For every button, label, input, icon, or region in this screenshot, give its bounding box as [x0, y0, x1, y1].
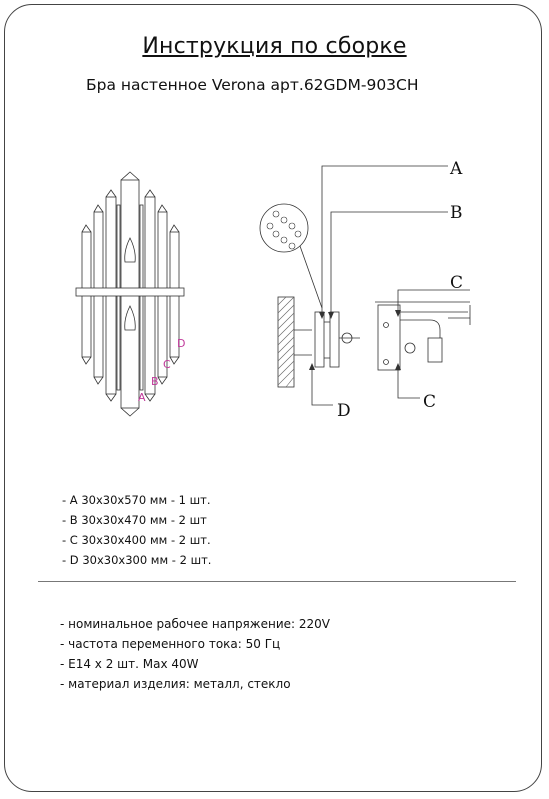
front-label-b: B — [151, 375, 159, 388]
spec-material: - материал изделия: металл, стекло — [60, 677, 291, 691]
part-item-a: - A 30x30x570 мм - 1 шт. — [62, 493, 211, 507]
front-label-c: C — [163, 358, 171, 371]
side-view — [260, 166, 470, 405]
wall-plate — [315, 312, 324, 367]
part-item-c: - C 30x30x400 мм - 2 шт. — [62, 533, 211, 547]
side-label-c-bottom: C — [423, 392, 437, 412]
mounting-bar — [76, 288, 184, 296]
section-divider — [38, 581, 516, 582]
product-subtitle: Бра настенное Verona арт.62GDM-903CH — [86, 76, 419, 94]
specs-list — [60, 614, 330, 694]
lamp-holder — [378, 305, 400, 370]
spec-voltage: - номинальное рабочее напряжение: 220V — [60, 617, 330, 631]
detail-magnifier — [260, 204, 308, 252]
front-label-d: D — [177, 337, 186, 350]
side-label-d: D — [337, 401, 351, 421]
side-label-c-top: C — [450, 273, 464, 293]
front-view — [76, 172, 184, 416]
part-item-d: - D 30x30x300 мм - 2 шт. — [62, 553, 212, 567]
side-label-a: A — [450, 159, 463, 179]
spec-frequency: - частота переменного тока: 50 Гц — [60, 637, 281, 651]
leader-c-top — [398, 290, 470, 310]
crystal-rod-inner-left — [117, 205, 120, 390]
rotate-arrow-icon — [405, 343, 415, 353]
leader-b — [331, 212, 448, 312]
leader-d — [312, 370, 333, 405]
parts-list — [62, 490, 211, 570]
part-item-b: - B 30x30x470 мм - 2 шт — [62, 513, 207, 527]
side-label-b: B — [450, 203, 463, 223]
front-label-a: A — [138, 391, 146, 404]
spec-bulbs: - E14 x 2 шт. Max 40W — [60, 657, 199, 671]
crystal-rod-inner-right — [140, 205, 143, 390]
leader-c-bottom — [398, 370, 420, 398]
page-title: Инструкция по сборке — [142, 34, 407, 59]
